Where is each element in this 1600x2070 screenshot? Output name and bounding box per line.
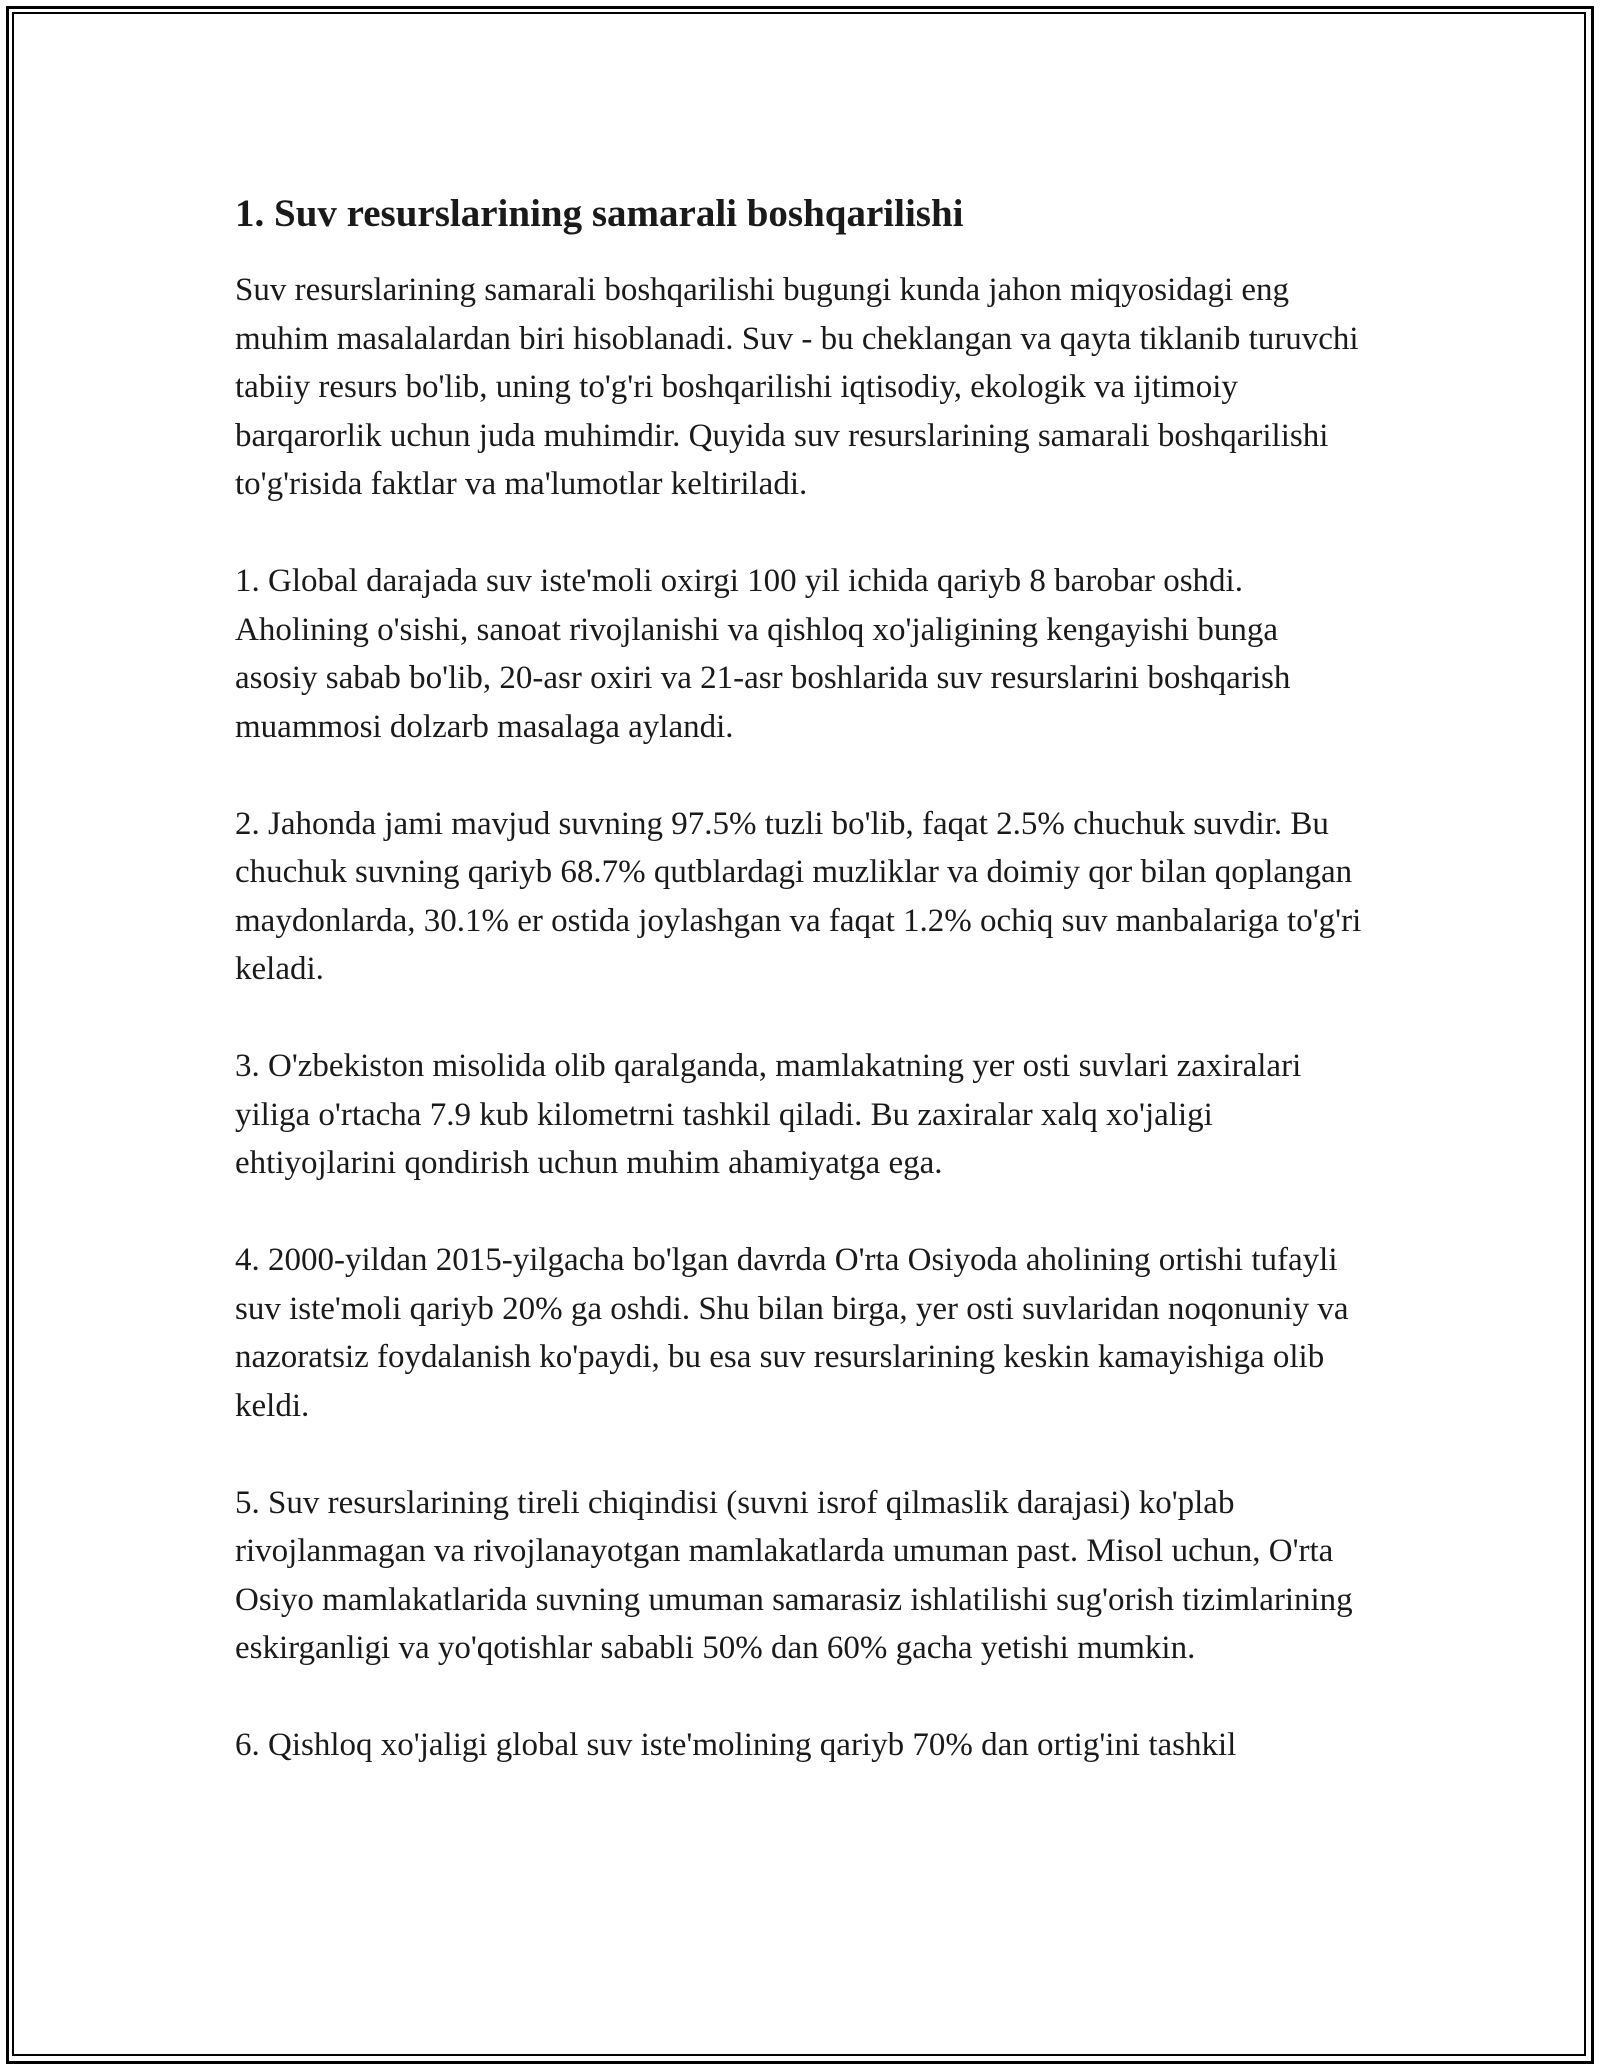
fact-paragraph-4: 4. 2000-yildan 2015-yilgacha bo'lgan davrda O'rta Osiyoda aholining ortishi tufayli suv iste'moli qariyb 20% ga oshdi. Shu bilan birga, yer osti suvlaridan noqonuniy va nazoratsiz foydalanish ko'paydi, bu esa suv resurslarining keskin kamayishiga olib keldi.	[235, 1242, 1349, 1424]
document-title: 1. Suv resurslarining samarali boshqarilishi	[235, 192, 964, 235]
fact-paragraph-5: 5. Suv resurslarining tireli chiqindisi (suvni isrof qilmaslik darajasi) ko'plab rivojlanmagan va rivojlanayotgan mamlakatlarda umuman past. Misol uchun, O'rta Osiyo mamlakatlarida suvning umuman samarasiz ishlatilishi sug'orish tizimlarining eskirganligi va yo'qotishlar sababli 50% dan 60% gacha yetishi mumkin.	[235, 1484, 1353, 1666]
intro-paragraph: Suv resurslarining samarali boshqarilishi bugungi kunda jahon miqyosidagi eng muhim masalalardan biri hisoblanadi. Suv - bu cheklangan va qayta tiklanib turuvchi tabiiy resurs bo'lib, uning to'g'ri boshqarilishi iqtisodiy, ekologik va ijtimoiy barqarorlik uchun juda muhimdir. Quyida suv resurslarining samarali boshqarilishi to'g'risida faktlar va ma'lumotlar keltiriladi.	[235, 272, 1359, 502]
fact-paragraph-1: 1. Global darajada suv iste'moli oxirgi 100 yil ichida qariyb 8 barobar oshdi. Aholining o'sishi, sanoat rivojlanishi va qishloq xo'jaligining kengayishi bunga asosiy sabab bo'lib, 20-asr oxiri va 21-asr boshlarida suv resurslarini boshqarish muammosi dolzarb masalaga aylandi.	[235, 563, 1291, 745]
fact-paragraph-3: 3. O'zbekiston misolida olib qaralganda, mamlakatning yer osti suvlari zaxiralari yiliga o'rtacha 7.9 kub kilometrni tashkil qiladi. Bu zaxiralar xalq xo'jaligi ehtiyojlarini qondirish uchun muhim ahamiyatga ega.	[235, 1048, 1302, 1181]
fact-paragraph-6: 6. Qishloq xo'jaligi global suv iste'molining qariyb 70% dan ortig'ini tashkil	[235, 1727, 1237, 1763]
fact-paragraph-2: 2. Jahonda jami mavjud suvning 97.5% tuzli bo'lib, faqat 2.5% chuchuk suvdir. Bu chuchuk suvning qariyb 68.7% qutblardagi muzliklar va doimiy qor bilan qoplangan maydonlarda, 30.1% er ostida joylashgan va faqat 1.2% ochiq suv manbalariga to'g'ri keladi.	[235, 805, 1362, 987]
document-body	[235, 186, 1365, 1818]
